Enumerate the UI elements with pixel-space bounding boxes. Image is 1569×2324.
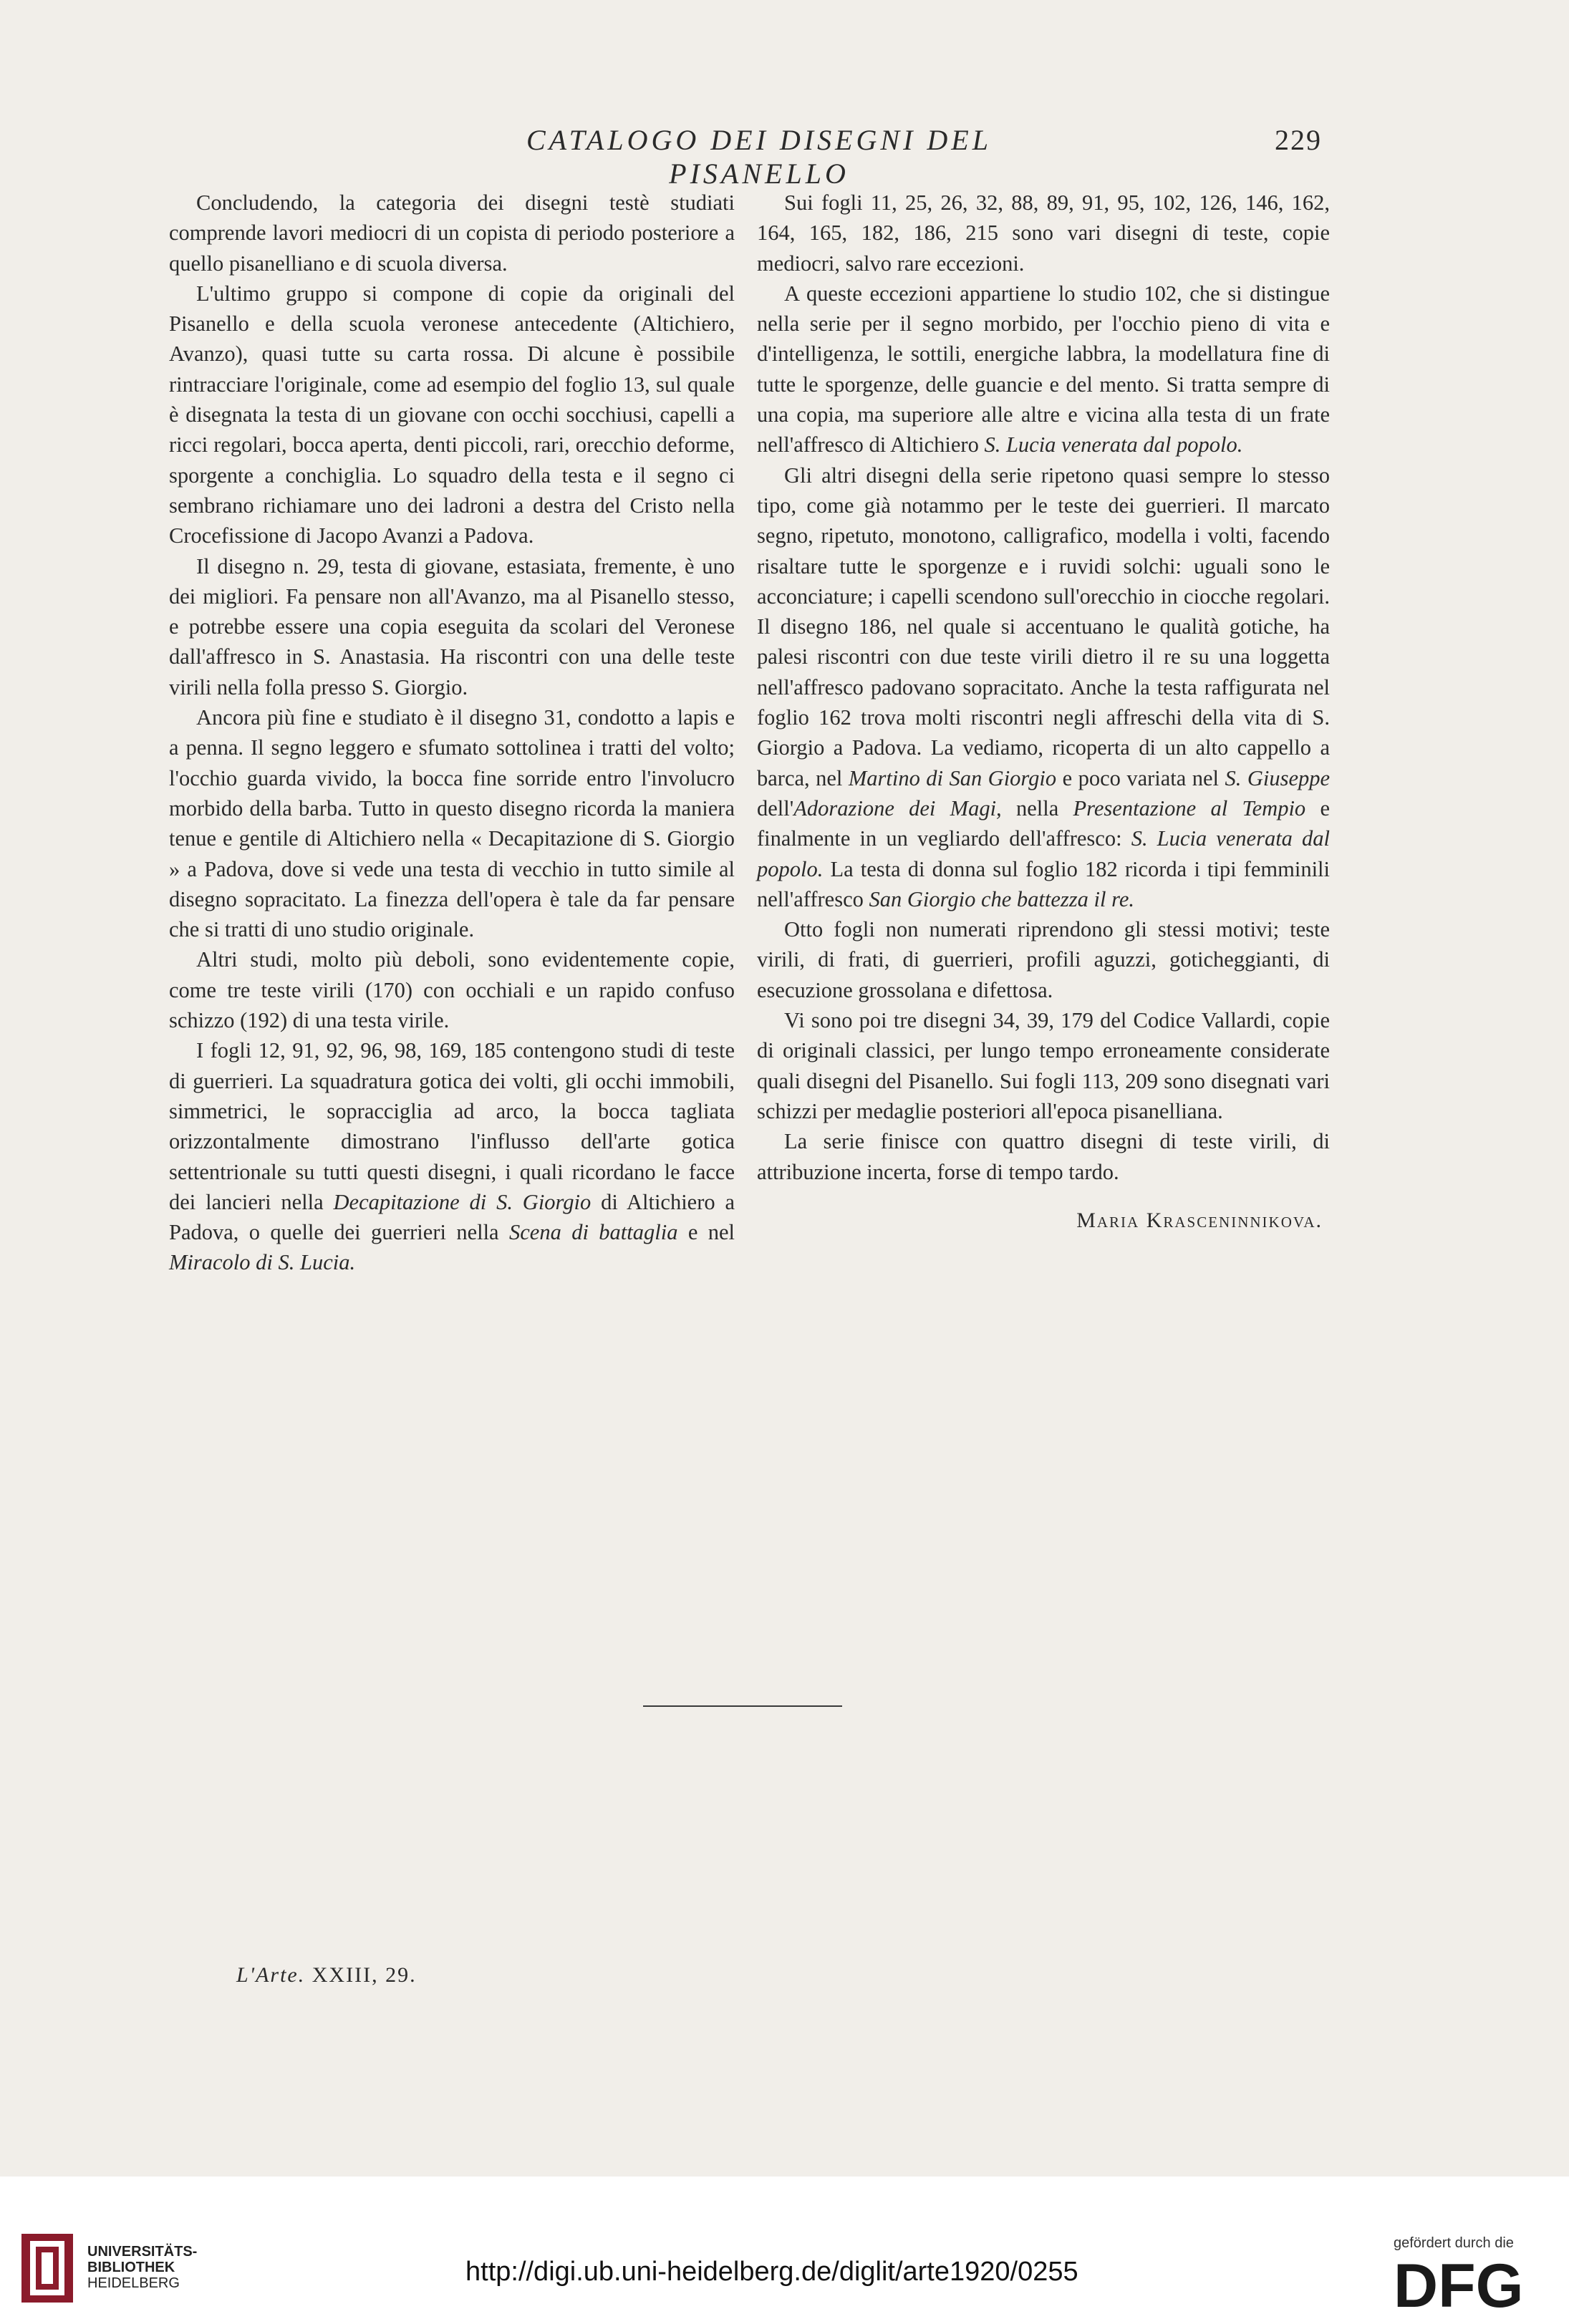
text-run: di Altichiero a Padova, o quelle dei guerrieri nella bbox=[169, 1189, 735, 1245]
dfg-logo-icon[interactable] bbox=[1394, 2255, 1548, 2313]
text-run: e poco variata nel bbox=[1062, 765, 1220, 790]
paragraph: La serie finisce con quattro disegni di teste virili, di attribuzione incerta, forse di tempo tardo. bbox=[757, 1129, 1330, 1184]
library-line: HEIDELBERG bbox=[87, 2275, 180, 2291]
source-url-link[interactable]: http://digi.ub.uni-heidelberg.de/diglit/arte1920/0255 bbox=[465, 2257, 1078, 2287]
paragraph bbox=[757, 460, 1330, 914]
text-run: I fogli 12, 91, 92, 96, 98, 169, 185 contengono studi di teste di guerrieri. La squadratura gotica dei volti, gli occhi immobili, simmetrici, le sopracciglia ad arco, la bocca tagliata orizzontalmente dimostrano l'influsso dell'arte gotica settentrionale su tutti questi disegni, i quali ricordano le facce dei lancieri nella bbox=[169, 1038, 735, 1214]
artwork-title: S. Lucia venerata dal popolo. bbox=[757, 826, 1331, 881]
author-signature: Maria Krasceninnikova. bbox=[1076, 1208, 1323, 1232]
text-run: A queste eccezioni appartiene lo studio 102, che si distingue nella serie per il segno morbido, per l'occhio pieno di vita e d'intelligenza, le sottili, energiche labbra, la modellatura fine di tutte le sporgenze, delle guancie e del mento. Si tratta sempre di una copia, ma superiore alle altre e vicina alla testa di un frate nell'affresco di Altichiero bbox=[757, 281, 1330, 457]
paragraph: Ancora più fine e studiato è il disegno 31, condotto a lapis e a penna. Il segno leggero e sfumato sottolinea i tratti del volto; l'occhio guarda vivido, la bocca fine sorride entro l'involucro morbido della barba. Tutto in questo disegno ricorda la maniera tenue e gentile di Altichiero nella « Decapitazione di S. Giorgio » a Padova, dove si vede una testa di vecchio in tutto simile al disegno sopracitato. La finezza dell'opera è tale da far pensare che si tratti di uno studio originale. bbox=[169, 705, 735, 942]
artwork-title: S. Lucia venerata dal popolo. bbox=[984, 432, 1243, 457]
artwork-title: Adorazione dei Magi, bbox=[793, 795, 1002, 820]
end-rule bbox=[643, 1705, 842, 1707]
text-run: dell' bbox=[757, 795, 794, 820]
paragraph bbox=[169, 1035, 735, 1277]
artwork-title: Presentazione al Tempio bbox=[1073, 795, 1306, 820]
library-line: BIBLIOTHEK bbox=[87, 2260, 175, 2275]
paragraph bbox=[757, 279, 1330, 460]
library-logo-icon[interactable] bbox=[21, 2234, 73, 2303]
journal-name: L'Arte. bbox=[236, 1963, 306, 1987]
text-run: nella bbox=[1015, 795, 1059, 820]
artwork-title: Decapitazione di S. Giorgio bbox=[333, 1189, 592, 1214]
bottom-bar bbox=[0, 2177, 1569, 2324]
paragraph: Il disegno n. 29, testa di giovane, estasiata, fremente, è uno dei migliori. Fa pensare non all'Avanzo, ma al Pisanello stesso, e potrebbe essere una copia eseguita da scolari del Veronese dall'affresco in S. Anastasia. Ha riscontri con una delle teste virili nella folla presso S. Giorgio. bbox=[169, 553, 735, 699]
page-header bbox=[0, 123, 1569, 190]
paragraph: Otto fogli non numerati riprendono gli stessi motivi; teste virili, di frati, di guerrieri, profili aguzzi, goticheggianti, di esecuzione grossolana e difettosa. bbox=[757, 917, 1330, 1002]
left-column bbox=[169, 188, 735, 1278]
journal-reference bbox=[236, 1963, 417, 1987]
library-line: UNIVERSITÄTS- bbox=[87, 2244, 198, 2260]
running-title: CATALOGO DEI DISEGNI DEL PISANELLO bbox=[526, 124, 992, 190]
dfg-logo-text: DFG bbox=[1394, 2255, 1524, 2313]
artwork-title: Scena di battaglia bbox=[509, 1220, 678, 1245]
text-run: La testa di donna sul foglio 182 ricorda i tipi femminili nell'affresco bbox=[757, 856, 1330, 911]
page-number: 229 bbox=[1275, 124, 1322, 156]
text-run: e finalmente in un vegliardo dell'affresco: bbox=[757, 795, 1331, 851]
artwork-title: Miracolo di S. Lucia. bbox=[169, 1250, 356, 1275]
funded-by-label: gefördert durch die bbox=[1394, 2235, 1514, 2251]
journal-volume: XXIII, 29. bbox=[312, 1963, 417, 1987]
paragraph: Vi sono poi tre disegni 34, 39, 179 del Codice Vallardi, copie di originali classici, per lungo tempo erroneamente considerate quali disegni del Pisanello. Sui fogli 113, 209 sono disegnati vari schizzi per medaglie posteriori all'epoca pisanelliana. bbox=[757, 1008, 1330, 1123]
right-column bbox=[757, 188, 1330, 1236]
text-run: Gli altri disegni della serie ripetono quasi sempre lo stesso tipo, come già notammo per le teste dei guerrieri. Il marcato segno, ripetuto, monotono, calligrafico, modella i volti, facendo risaltare tutte le sporgenze e i ruvidi solchi: uguali sono le acconciature; i capelli scendono sull'orecchio in ciocche regolari. Il disegno 186, nel quale si accentuano le qualità gotiche, ha palesi riscontri con due teste virili dietro il re su una loggetta nell'affresco padovano sopracitato. Anche la testa raffigurata nel foglio 162 trova molti riscontri negli affreschi della vita di S. Giorgio a Padova. La vediamo, ricoperta di un alto cappello a barca, nel bbox=[757, 463, 1330, 790]
library-name[interactable] bbox=[87, 2244, 197, 2291]
paragraph: Concludendo, la categoria dei disegni testè studiati comprende lavori mediocri di un copista di periodo posteriore a quello pisanelliano e di scuola diversa. bbox=[169, 190, 735, 276]
artwork-title: S. Giuseppe bbox=[1225, 765, 1331, 790]
paragraph: Altri studi, molto più deboli, sono evidentemente copie, come tre teste virili (170) con occhiali e un rapido confuso schizzo (192) di una testa virile. bbox=[169, 947, 735, 1033]
text-run: e nel bbox=[687, 1220, 735, 1245]
paragraph: Sui fogli 11, 25, 26, 32, 88, 89, 91, 95, 102, 126, 146, 162, 164, 165, 182, 186, 215 sono vari disegni di teste, copie mediocri, salvo rare eccezioni. bbox=[757, 190, 1330, 276]
paragraph: L'ultimo gruppo si compone di copie da originali del Pisanello e della scuola veronese antecedente (Altichiero, Avanzo), quasi tutte su carta rossa. Di alcune è possibile rintracciare l'originale, come ad esempio del foglio 13, sul quale è disegnata la testa di un giovane con occhi socchiusi, capelli a ricci regolari, bocca aperta, denti piccoli, rari, orecchio deforme, sporgente a conchiglia. Lo squadro della testa e il segno ci sembrano richiamare uno dei ladroni a destra del Cristo nella Crocefissione di Jacopo Avanzi a Padova. bbox=[169, 281, 735, 548]
artwork-title: Martino di San Giorgio bbox=[848, 765, 1057, 790]
artwork-title: San Giorgio che battezza il re. bbox=[869, 886, 1134, 911]
